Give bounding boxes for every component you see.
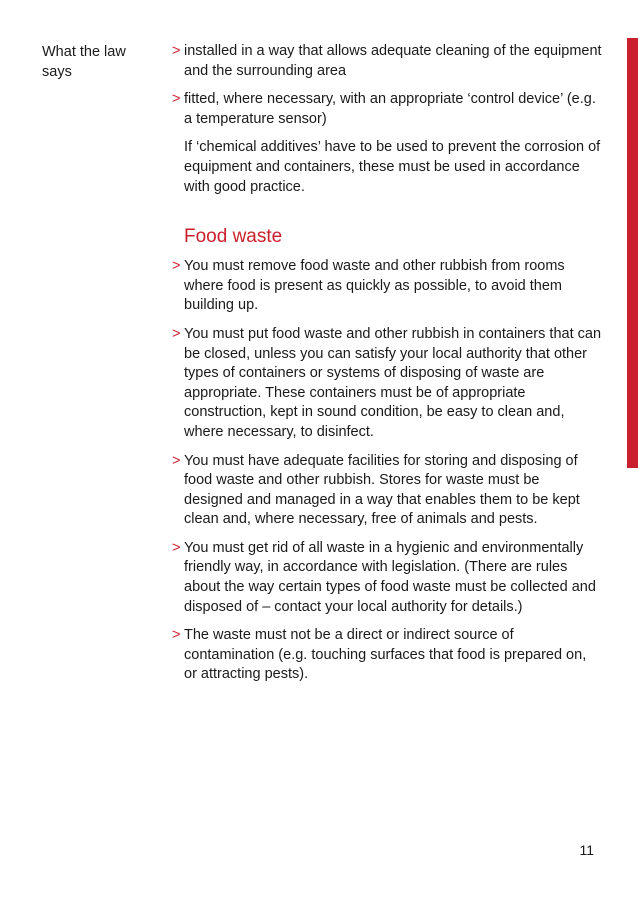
bullet-marker: > [172, 539, 181, 556]
bullet-marker: > [172, 91, 181, 108]
list-item [172, 626, 602, 685]
list-item-text: You must put food waste and other rubbish in containers that can be closed, unless you can satisfy your local authority that other types of containers or systems of disposing of waste are appropriate. These containers must be of appropriate construction, kept in sound condition, be easy to clean and, where necessary, to disinfect. [184, 325, 602, 440]
bullet-marker: > [172, 325, 181, 342]
list-item [172, 42, 602, 81]
bullet-marker: > [172, 452, 181, 469]
section-heading: Food waste [184, 226, 283, 248]
list-item-text: You must have adequate facilities for storing and disposing of food waste and other rubbish. Stores for waste must be designed and managed in a way that enables them to be kept clean and, where necessary, free of animals and pests. [184, 452, 580, 528]
list-item-text: The waste must not be a direct or indirect source of contamination (e.g. touching surfaces that food is prepared on, or attracting pests). [184, 627, 587, 683]
list-item [172, 257, 602, 316]
section-tab [627, 38, 638, 468]
bullet-marker: > [172, 258, 181, 275]
list-item-text: You must remove food waste and other rubbish from rooms where food is present as quickly as possible, to avoid them building up. [184, 258, 565, 314]
list-item-text: installed in a way that allows adequate cleaning of the equipment and the surrounding area [184, 43, 602, 79]
page-number: 11 [579, 842, 594, 858]
bullet-marker: > [172, 43, 181, 59]
list-item [172, 90, 602, 129]
body-paragraph: If ‘chemical additives’ have to be used to prevent the corrosion of equipment and containers, these must be used in accordance with good practice. [184, 139, 601, 195]
section-label: What the law says [42, 44, 126, 80]
list-item-text: You must get rid of all waste in a hygienic and environmentally friendly way, in accordance with legislation. (There are rules about the way certain types of food waste must be collected and disposed of – contact your local authority for details.) [184, 539, 596, 615]
list-item [172, 539, 602, 617]
main-content [172, 42, 602, 694]
bullet-marker: > [172, 627, 181, 644]
list-item [172, 325, 602, 443]
list-item [172, 452, 602, 530]
list-item-text: fitted, where necessary, with an appropriate ‘control device’ (e.g. a temperature sensor) [184, 91, 596, 127]
